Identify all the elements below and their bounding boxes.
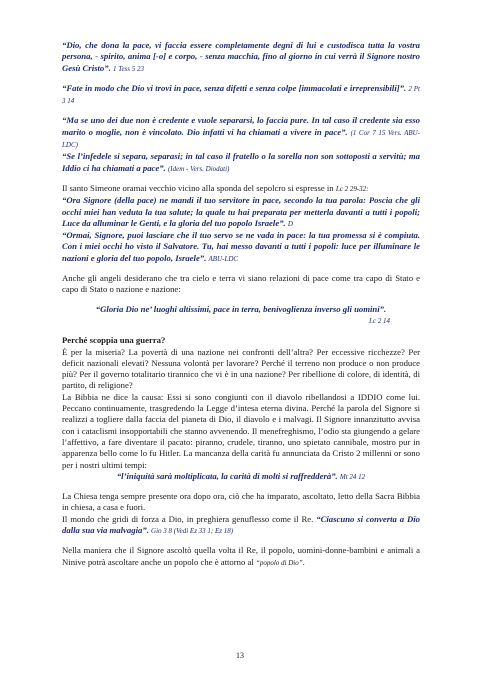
bible-reference: (Idem - Vers. Diodati)	[167, 164, 230, 173]
bible-reference: ABU-LDC	[208, 254, 239, 263]
body-text: Nella maniera che il Signore ascoltò quella volta il Re, il popolo, uomini-donne-bambini e animali a Ninive potrà ascoltare anche un popolo che è attorno al	[62, 545, 420, 567]
paragraph-7	[62, 491, 420, 537]
paragraph-1	[62, 40, 420, 75]
bible-reference: Lc 2 14	[369, 316, 390, 325]
paragraph-4	[62, 183, 420, 265]
bible-reference: Lc 2 29-32:	[335, 184, 369, 193]
bible-quote: “Ciascuno si converta a Dio dalla sua via malvagia”.	[62, 513, 420, 535]
bible-reference: Mt 24 12	[339, 472, 366, 481]
paragraph-5	[62, 273, 420, 296]
bible-quote: “l’iniquità sarà moltiplicata, la carità di molti si raffredderà”.	[116, 470, 338, 481]
bible-reference: 1 Tess 5 23	[112, 64, 144, 73]
bible-quote: “Fate in modo che Dio vi trovi in pace, senza difetti e senza colpe [immacolati e irreprensibili]”.	[62, 82, 407, 93]
quoted-phrase: “popolo di Dio”	[255, 558, 303, 567]
page-number: 13	[236, 651, 244, 660]
body-text: La Bibbia ne dice la causa: Essi si sono congiunti con il diavolo ribellandosi a IDDIO come lui. Peccano continuamente, trasgredendo la Legge d’intesa eterna divina. Perché la parola del Signore si realizzi a togliere dalla faccia del pianeta di Dio, il diavolo e i malvagi. Il Signore innanzitutto avvisa con i cataclismi insopportabili che stanno avvenendo. Il menefreghismo, l’odio sta giungendo a gelare l’affettivo, a fare diventare il pacato: piranno, crudele, tiranno, uno spietato cannibale, mostro pur in apparenza bello come lo fu Hitler. La mancanza della carità fu annunciata da Cristo 2 millenni or sono per i nostri ultimi tempi:	[62, 391, 420, 470]
bible-quote: “Ormai, Signore, puoi lasciare che il tuo servo se ne vada in pace: la tua promessa si è compiuta. Con i miei occhi ho visto il Salvatore. Tu, hai messo davanti a tutti i popoli: luce per illuminare le nazioni e gloria del tuo popolo, Israele”.	[62, 230, 420, 263]
bible-quote: “Se l’infedele si separa, separasi; in tal caso il fratello o la sorella non son sottoposti a servitù; ma Iddio ci ha chiamati a pace”.	[62, 151, 420, 173]
bible-reference: (1 Cor 7 15 Vers. ABU-LDC)	[62, 128, 421, 150]
paragraph-8	[62, 545, 420, 569]
bible-quote: “Ma se uno dei due non è credente e vuole separarsi, lo faccia pure. In tal caso il credente sia esso marito o moglie, non è vincolato. Dio infatti vi ha chiamati a vivere in pace”.	[62, 115, 420, 137]
body-text: La Chiesa tenga sempre presente ora dopo ora, ciò che ha imparato, ascoltato, letto della Sacra Bibbia in chiesa, a casa e fuori.	[62, 491, 420, 513]
bible-reference: Gio 3 8 (Vedi Ez 33 1; Ez 18)	[151, 526, 234, 535]
body-text: È per la miseria? La povertà di una nazione nei confronti dell’altra? Per eccessive ricchezze? Per deficit nazionali elevati? Nessuna volontà per lavorare? Perché il terreno non produce o non produce più? Per il governo totalitario tirannico che vi è in una nazione? Per ribellione di colore, di identità, di partito, di religione?	[62, 346, 420, 391]
body-text: Il mondo che gridi di forza a Dio, in preghiera genuflesso come il Re.	[62, 513, 314, 524]
bible-reference: D	[287, 219, 293, 228]
war-section	[62, 335, 420, 483]
paragraph-3	[62, 115, 420, 174]
bible-quote: “Gloria Dio ne’ luoghi altissimi, pace in terra, benivoglienza inverso gli uomini”.	[95, 303, 387, 314]
paragraph-2	[62, 83, 420, 108]
section-heading: Perché scoppia una guerra?	[62, 335, 166, 346]
punctuation: .	[302, 556, 305, 567]
angel-quote-block	[62, 304, 420, 328]
body-text: Anche gli angeli desiderano che tra cielo e terra vi siano relazioni di pace come tra capo di Stato e capo di Stato o nazione e nazione:	[62, 273, 420, 295]
body-text: Il santo Simeone oramai vecchio vicino alla sponda del sepolcro si espresse in	[62, 182, 334, 193]
bible-quote: “Dio, che dona la pace, vi faccia essere completamente degni di lui e custodisca tutta la vostra persona, - spirito, anima [-o] e corpo, - senza macchia, fino al giorno in cui verrà il Signore nostro Gesù Cristo”.	[62, 40, 420, 73]
bible-reference: 2 Pt 3 14	[62, 84, 420, 106]
bible-quote: “Ora Signore (della pace) ne mandi il tuo servitore in pace, secondo la tua parola: Poscia che gli occhi miei han veduta la tua salute; la quale tu hai preparata per metterla davanti a tutti i popoli; Luce da alluminar le Genti, e la gloria del tuo popolo Israele”.	[62, 195, 420, 228]
